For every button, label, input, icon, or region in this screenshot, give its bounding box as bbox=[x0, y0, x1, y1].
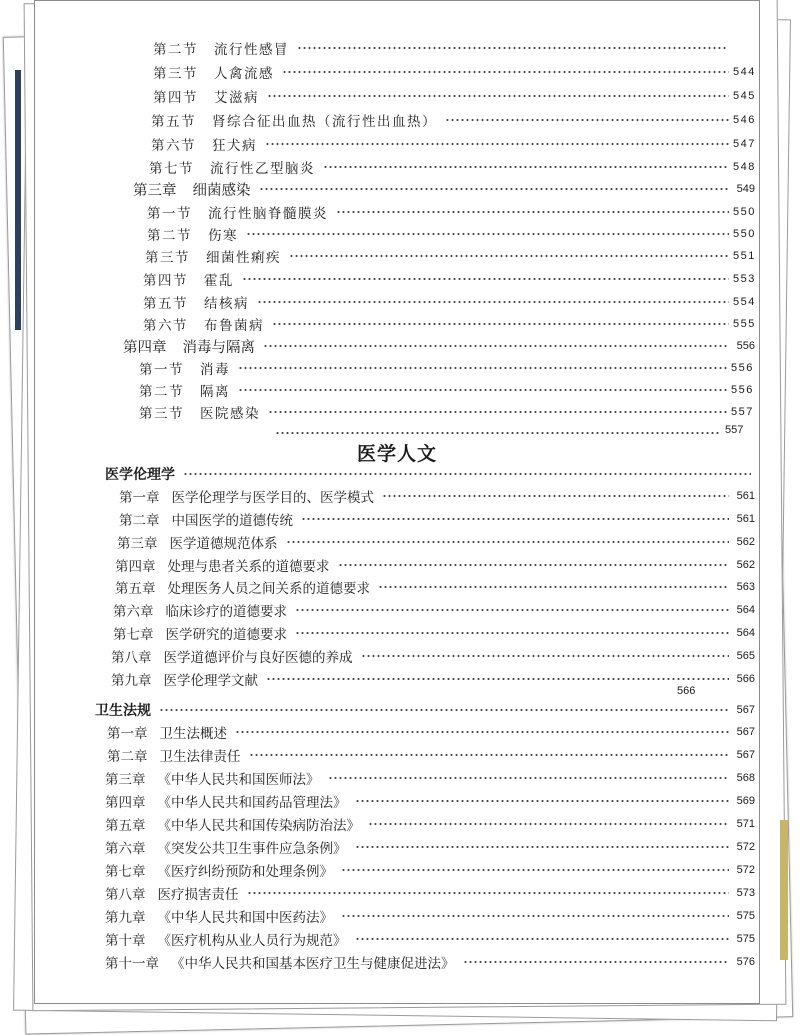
toc-chapter bbox=[105, 767, 755, 789]
chapter-page: 576 bbox=[736, 956, 755, 968]
dot-leader bbox=[368, 819, 729, 829]
trailing-page-number: 566 bbox=[677, 685, 696, 697]
dot-leader bbox=[301, 514, 729, 524]
toc-chapter bbox=[105, 859, 755, 881]
chapter-page: 564 bbox=[736, 604, 755, 616]
toc-chapter bbox=[105, 951, 755, 973]
entry-page: 551 bbox=[733, 250, 756, 262]
part-page: 567 bbox=[736, 704, 755, 716]
book-spine-edge bbox=[15, 70, 21, 330]
chapter-page: 561 bbox=[736, 513, 755, 525]
toc-chapter bbox=[115, 554, 755, 576]
toc-chapter bbox=[107, 744, 755, 766]
entry-title: 细菌性痢疾 bbox=[206, 250, 281, 266]
entry-page: 550 bbox=[733, 206, 756, 218]
toc-chapter bbox=[105, 790, 755, 812]
toc-entry bbox=[139, 401, 753, 423]
dot-leader bbox=[263, 341, 729, 351]
dot-leader bbox=[355, 842, 730, 852]
chapter-label: 第五章 bbox=[115, 581, 156, 597]
chapter-label: 第三章 bbox=[133, 182, 177, 199]
entry-title: 肾综合征出血热（流行性出血热） bbox=[212, 114, 437, 130]
toc-chapter bbox=[105, 905, 755, 927]
toc-chapter bbox=[115, 576, 755, 598]
toc-chapter bbox=[105, 928, 755, 950]
chapter-title: 医疗损害责任 bbox=[157, 887, 239, 903]
dot-leader bbox=[361, 651, 730, 661]
dot-leader bbox=[238, 385, 727, 395]
chapter-title: 医学伦理学与医学目的、医学模式 bbox=[171, 490, 374, 506]
chapter-title: 临床诊疗的道德要求 bbox=[165, 604, 287, 620]
toc-chapter bbox=[113, 622, 755, 644]
toc-page bbox=[34, 0, 760, 1004]
dot-leader bbox=[259, 184, 730, 194]
toc-chapter bbox=[105, 882, 755, 904]
toc-entry bbox=[151, 109, 755, 131]
toc-entry bbox=[153, 61, 755, 83]
entry-title: 人禽流感 bbox=[214, 66, 274, 82]
toc-chapter bbox=[119, 485, 755, 507]
entry-label: 第二节 bbox=[153, 42, 198, 58]
chapter-page: 549 bbox=[736, 183, 755, 195]
dot-leader bbox=[463, 957, 730, 967]
chapter-page: 564 bbox=[736, 627, 755, 639]
dot-leader bbox=[286, 537, 730, 547]
dot-leader bbox=[295, 605, 729, 615]
dot-leader bbox=[265, 139, 729, 149]
chapter-label: 第二章 bbox=[119, 513, 160, 529]
dot-leader bbox=[246, 229, 729, 239]
toc-chapter bbox=[117, 531, 755, 553]
chapter-page: 575 bbox=[736, 933, 755, 945]
entry-label: 第五节 bbox=[151, 114, 196, 130]
chapter-page: 562 bbox=[736, 536, 755, 548]
dot-leader bbox=[336, 207, 729, 217]
toc-chapter bbox=[113, 599, 755, 621]
toc-chapter bbox=[119, 508, 755, 530]
chapter-title: 医学道德评价与良好医德的养成 bbox=[163, 650, 353, 666]
dot-leader bbox=[275, 428, 719, 438]
chapter-label: 第四章 bbox=[123, 339, 167, 356]
entry-page: 547 bbox=[733, 138, 756, 150]
dot-leader bbox=[183, 469, 751, 479]
chapter-page: 575 bbox=[736, 910, 755, 922]
chapter-label: 第十一章 bbox=[105, 956, 159, 972]
dot-leader bbox=[382, 491, 729, 501]
entry-title: 医院感染 bbox=[200, 406, 260, 422]
chapter-title: 医学伦理学文献 bbox=[163, 673, 258, 689]
dot-leader bbox=[328, 773, 730, 783]
part-title: 医学伦理学 bbox=[105, 467, 175, 483]
chapter-title: 卫生法概述 bbox=[159, 726, 227, 742]
chapter-label: 第三章 bbox=[105, 772, 146, 788]
dot-leader bbox=[249, 750, 730, 760]
toc-chapter bbox=[105, 836, 755, 858]
toc-entry bbox=[139, 357, 753, 379]
chapter-title: 消毒与隔离 bbox=[182, 339, 255, 356]
chapter-label: 第五章 bbox=[105, 818, 146, 834]
entry-page: 556 bbox=[731, 362, 754, 374]
chapter-label: 第六章 bbox=[113, 604, 154, 620]
entry-page: 546 bbox=[733, 114, 756, 126]
dot-leader bbox=[159, 705, 729, 715]
chapter-label: 第七章 bbox=[113, 627, 154, 643]
entry-label: 第一节 bbox=[147, 206, 192, 222]
chapter-label: 第六章 bbox=[105, 841, 146, 857]
chapter-title: 《医疗机构从业人员行为规范》 bbox=[157, 933, 347, 949]
chapter-page: 567 bbox=[736, 749, 755, 761]
toc-entry bbox=[153, 85, 755, 107]
entry-page: 544 bbox=[733, 66, 756, 78]
chapter-label: 第四章 bbox=[105, 795, 146, 811]
chapter-page: 573 bbox=[736, 887, 755, 899]
entry-title: 狂犬病 bbox=[212, 138, 257, 154]
chapter-label: 第一章 bbox=[107, 726, 148, 742]
toc-entry bbox=[143, 291, 755, 313]
entry-label: 第三节 bbox=[139, 406, 184, 422]
entry-title: 布鲁菌病 bbox=[204, 318, 264, 334]
dot-leader bbox=[355, 934, 730, 944]
chapter-page: 556 bbox=[736, 340, 755, 352]
book-cover-edge bbox=[780, 820, 788, 960]
chapter-page: 568 bbox=[736, 772, 755, 784]
entry-label: 第三节 bbox=[153, 66, 198, 82]
chapter-title: 中国医学的道德传统 bbox=[171, 513, 293, 529]
entry-title: 结核病 bbox=[204, 296, 249, 312]
entry-title: 艾滋病 bbox=[214, 90, 259, 106]
section-heading: 医学人文 bbox=[356, 443, 437, 465]
chapter-label: 第七章 bbox=[105, 864, 146, 880]
dot-leader bbox=[282, 67, 729, 77]
chapter-title: 医学研究的道德要求 bbox=[165, 627, 287, 643]
dot-leader bbox=[267, 91, 729, 101]
trailing-page-number: 557 bbox=[725, 424, 744, 436]
entry-page: 548 bbox=[733, 161, 756, 173]
entry-label: 第二节 bbox=[147, 228, 192, 244]
dot-leader bbox=[323, 162, 729, 172]
entry-page: 553 bbox=[733, 273, 756, 285]
toc-entry bbox=[147, 201, 755, 223]
chapter-label: 第四章 bbox=[115, 559, 156, 575]
dot-leader bbox=[238, 363, 727, 373]
dot-leader bbox=[242, 274, 729, 284]
entry-label: 第一节 bbox=[139, 362, 184, 378]
entry-label: 第七节 bbox=[149, 161, 194, 177]
dot-leader bbox=[268, 407, 727, 417]
chapter-label: 第二章 bbox=[107, 749, 148, 765]
entry-label: 第二节 bbox=[139, 384, 184, 400]
toc-chapter bbox=[111, 668, 755, 690]
entry-label: 第四节 bbox=[153, 90, 198, 106]
dot-leader bbox=[355, 796, 730, 806]
dot-leader bbox=[272, 319, 729, 329]
dot-leader bbox=[445, 115, 729, 125]
entry-title: 流行性感冒 bbox=[214, 42, 289, 58]
entry-page: 555 bbox=[733, 318, 756, 330]
chapter-page: 569 bbox=[736, 795, 755, 807]
chapter-label: 第八章 bbox=[105, 887, 146, 903]
chapter-page: 567 bbox=[736, 726, 755, 738]
toc-chapter bbox=[105, 813, 755, 835]
toc-entry bbox=[143, 268, 755, 290]
dot-leader bbox=[341, 865, 729, 875]
dot-leader bbox=[235, 727, 729, 737]
chapter-label: 第九章 bbox=[105, 910, 146, 926]
chapter-title: 《中华人民共和国传染病防治法》 bbox=[157, 818, 360, 834]
chapter-label: 第八章 bbox=[111, 650, 152, 666]
entry-label: 第六节 bbox=[143, 318, 188, 334]
dot-leader bbox=[341, 911, 729, 921]
entry-page: 556 bbox=[731, 384, 754, 396]
toc-chapter bbox=[133, 178, 755, 200]
entry-label: 第四节 bbox=[143, 273, 188, 289]
dot-leader bbox=[297, 43, 727, 53]
chapter-title: 细菌感染 bbox=[192, 182, 251, 199]
chapter-label: 第十章 bbox=[105, 933, 146, 949]
entry-page: 554 bbox=[733, 296, 756, 308]
chapter-title: 《中华人民共和国药品管理法》 bbox=[157, 795, 347, 811]
dot-leader bbox=[295, 628, 729, 638]
toc-entry bbox=[153, 37, 753, 59]
chapter-title: 处理与患者关系的道德要求 bbox=[167, 559, 330, 575]
dot-leader bbox=[257, 297, 729, 307]
entry-page: 550 bbox=[733, 228, 756, 240]
entry-label: 第五节 bbox=[143, 296, 188, 312]
toc-entry bbox=[151, 133, 755, 155]
toc-part bbox=[95, 699, 755, 721]
dot-leader bbox=[378, 582, 729, 592]
entry-title: 伤寒 bbox=[208, 228, 238, 244]
chapter-page: 565 bbox=[736, 650, 755, 662]
entry-title: 消毒 bbox=[200, 362, 230, 378]
dot-leader bbox=[338, 560, 730, 570]
dot-leader bbox=[266, 674, 729, 684]
chapter-title: 处理医务人员之间关系的道德要求 bbox=[167, 581, 370, 597]
chapter-title: 卫生法律责任 bbox=[159, 749, 241, 765]
chapter-page: 572 bbox=[736, 864, 755, 876]
toc-chapter bbox=[107, 721, 755, 743]
chapter-label: 第一章 bbox=[119, 490, 160, 506]
chapter-title: 《医疗纠纷预防和处理条例》 bbox=[157, 864, 333, 880]
entry-title: 霍乱 bbox=[204, 273, 234, 289]
entry-label: 第六节 bbox=[151, 138, 196, 154]
chapter-title: 《中华人民共和国中医药法》 bbox=[157, 910, 333, 926]
entry-title: 流行性乙型脑炎 bbox=[210, 161, 315, 177]
dot-leader bbox=[247, 888, 730, 898]
chapter-page: 563 bbox=[736, 581, 755, 593]
toc-chapter bbox=[111, 645, 755, 667]
toc-part bbox=[105, 463, 755, 485]
chapter-page: 561 bbox=[736, 490, 755, 502]
entry-title: 隔离 bbox=[200, 384, 230, 400]
toc-chapter bbox=[123, 335, 755, 357]
part-title: 卫生法规 bbox=[95, 703, 151, 719]
entry-page: 545 bbox=[733, 90, 756, 102]
chapter-label: 第九章 bbox=[111, 673, 152, 689]
toc-entry bbox=[147, 223, 755, 245]
entry-title: 流行性脑脊髓膜炎 bbox=[208, 206, 328, 222]
toc-entry bbox=[149, 156, 755, 178]
dot-leader bbox=[289, 251, 729, 261]
chapter-label: 第三章 bbox=[117, 536, 158, 552]
chapter-title: 《中华人民共和国医师法》 bbox=[157, 772, 320, 788]
toc-entry bbox=[145, 245, 755, 267]
chapter-page: 566 bbox=[736, 673, 755, 685]
chapter-page: 571 bbox=[736, 818, 755, 830]
toc-entry bbox=[139, 379, 753, 401]
entry-label: 第三节 bbox=[145, 250, 190, 266]
chapter-title: 《突发公共卫生事件应急条例》 bbox=[157, 841, 347, 857]
chapter-page: 562 bbox=[736, 559, 755, 571]
chapter-title: 医学道德规范体系 bbox=[169, 536, 278, 552]
chapter-page: 572 bbox=[736, 841, 755, 853]
toc-entry bbox=[143, 313, 755, 335]
entry-page: 557 bbox=[731, 406, 754, 418]
chapter-title: 《中华人民共和国基本医疗卫生与健康促进法》 bbox=[171, 956, 455, 972]
